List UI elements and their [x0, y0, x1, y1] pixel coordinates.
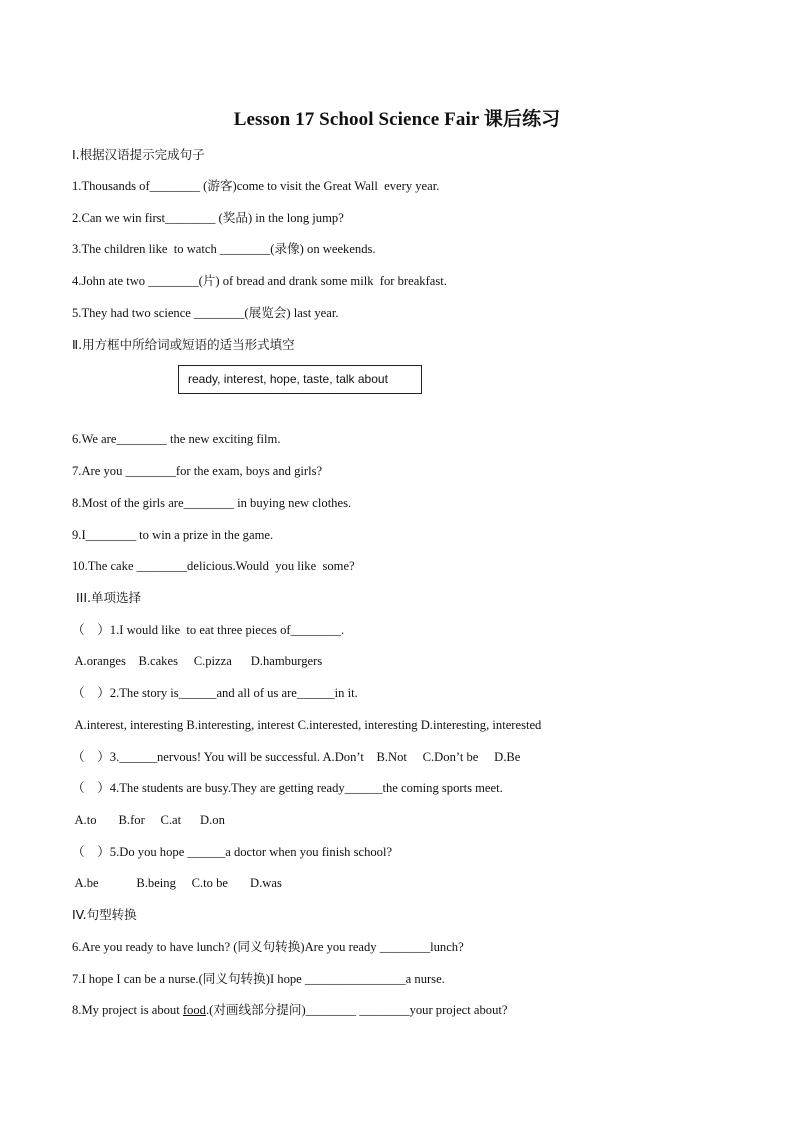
- section-2-item-10: 10.The cake ________delicious.Would you like some?: [72, 559, 355, 573]
- section-4-heading: IV.句型转换: [72, 907, 137, 922]
- section-2-item-7: 7.Are you ________for the exam, boys and girls?: [72, 464, 323, 478]
- mc-options-1: A.oranges B.cakes C.pizza D.hamburgers: [72, 654, 323, 668]
- transform-item-7: 7.I hope I can be a nurse.(同义句转换)I hope ________________a nurse.: [72, 972, 445, 986]
- mc-question-2: （ ）2.The story is______and all of us are______in it.: [72, 686, 358, 700]
- underlined-word: food: [182, 1003, 206, 1017]
- section-2-item-6: 6.We are________ the new exciting film.: [72, 432, 281, 446]
- mc-options-2: A.interest, interesting B.interesting, interest C.interested, interesting D.interesting, interested: [72, 718, 542, 732]
- transform-item-8-before: 8.My project is about: [72, 1003, 183, 1017]
- transform-item-6: 6.Are you ready to have lunch? (同义句转换)Are you ready ________lunch?: [72, 940, 464, 954]
- section-3-heading: III.单项选择: [72, 590, 142, 605]
- section-2-heading: Ⅱ.用方框中所给词或短语的适当形式填空: [72, 337, 295, 352]
- section-2-item-9: 9.I________ to win a prize in the game.: [72, 528, 274, 542]
- mc-question-4: （ ）4.The students are busy.They are getting ready______the coming sports meet.: [72, 781, 503, 795]
- page-title: Lesson 17 School Science Fair 课后练习: [233, 109, 561, 130]
- section-1-item-5: 5.They had two science ________(展览会) last year.: [72, 306, 339, 320]
- mc-question-1: （ ）1.I would like to eat three pieces of________.: [72, 623, 345, 637]
- mc-question-5: （ ）5.Do you hope ______a doctor when you finish school?: [72, 845, 393, 859]
- section-1-item-1: 1.Thousands of________ (游客)come to visit the Great Wall every year.: [72, 179, 440, 193]
- section-1-item-3: 3.The children like to watch ________(录像) on weekends.: [72, 242, 376, 256]
- mc-options-4: A.to B.for C.at D.on: [72, 813, 225, 827]
- section-1-heading: Ⅰ.根据汉语提示完成句子: [72, 147, 205, 162]
- section-1-item-4: 4.John ate two ________(片) of bread and drank some milk for breakfast.: [72, 274, 447, 288]
- transform-item-8: [72, 1002, 508, 1018]
- transform-item-8-after: .(对画线部分提问)________ ________your project about?: [205, 1003, 508, 1017]
- mc-options-5: A.be B.being C.to be D.was: [72, 876, 282, 890]
- mc-question-3: （ ）3.______nervous! You will be successful. A.Don’t B.Not C.Don’t be D.Be: [72, 750, 521, 764]
- section-1-item-2: 2.Can we win first________ (奖品) in the long jump?: [72, 211, 344, 225]
- word-box: ready, interest, hope, taste, talk about: [178, 365, 422, 394]
- section-2-item-8: 8.Most of the girls are________ in buying new clothes.: [72, 496, 352, 510]
